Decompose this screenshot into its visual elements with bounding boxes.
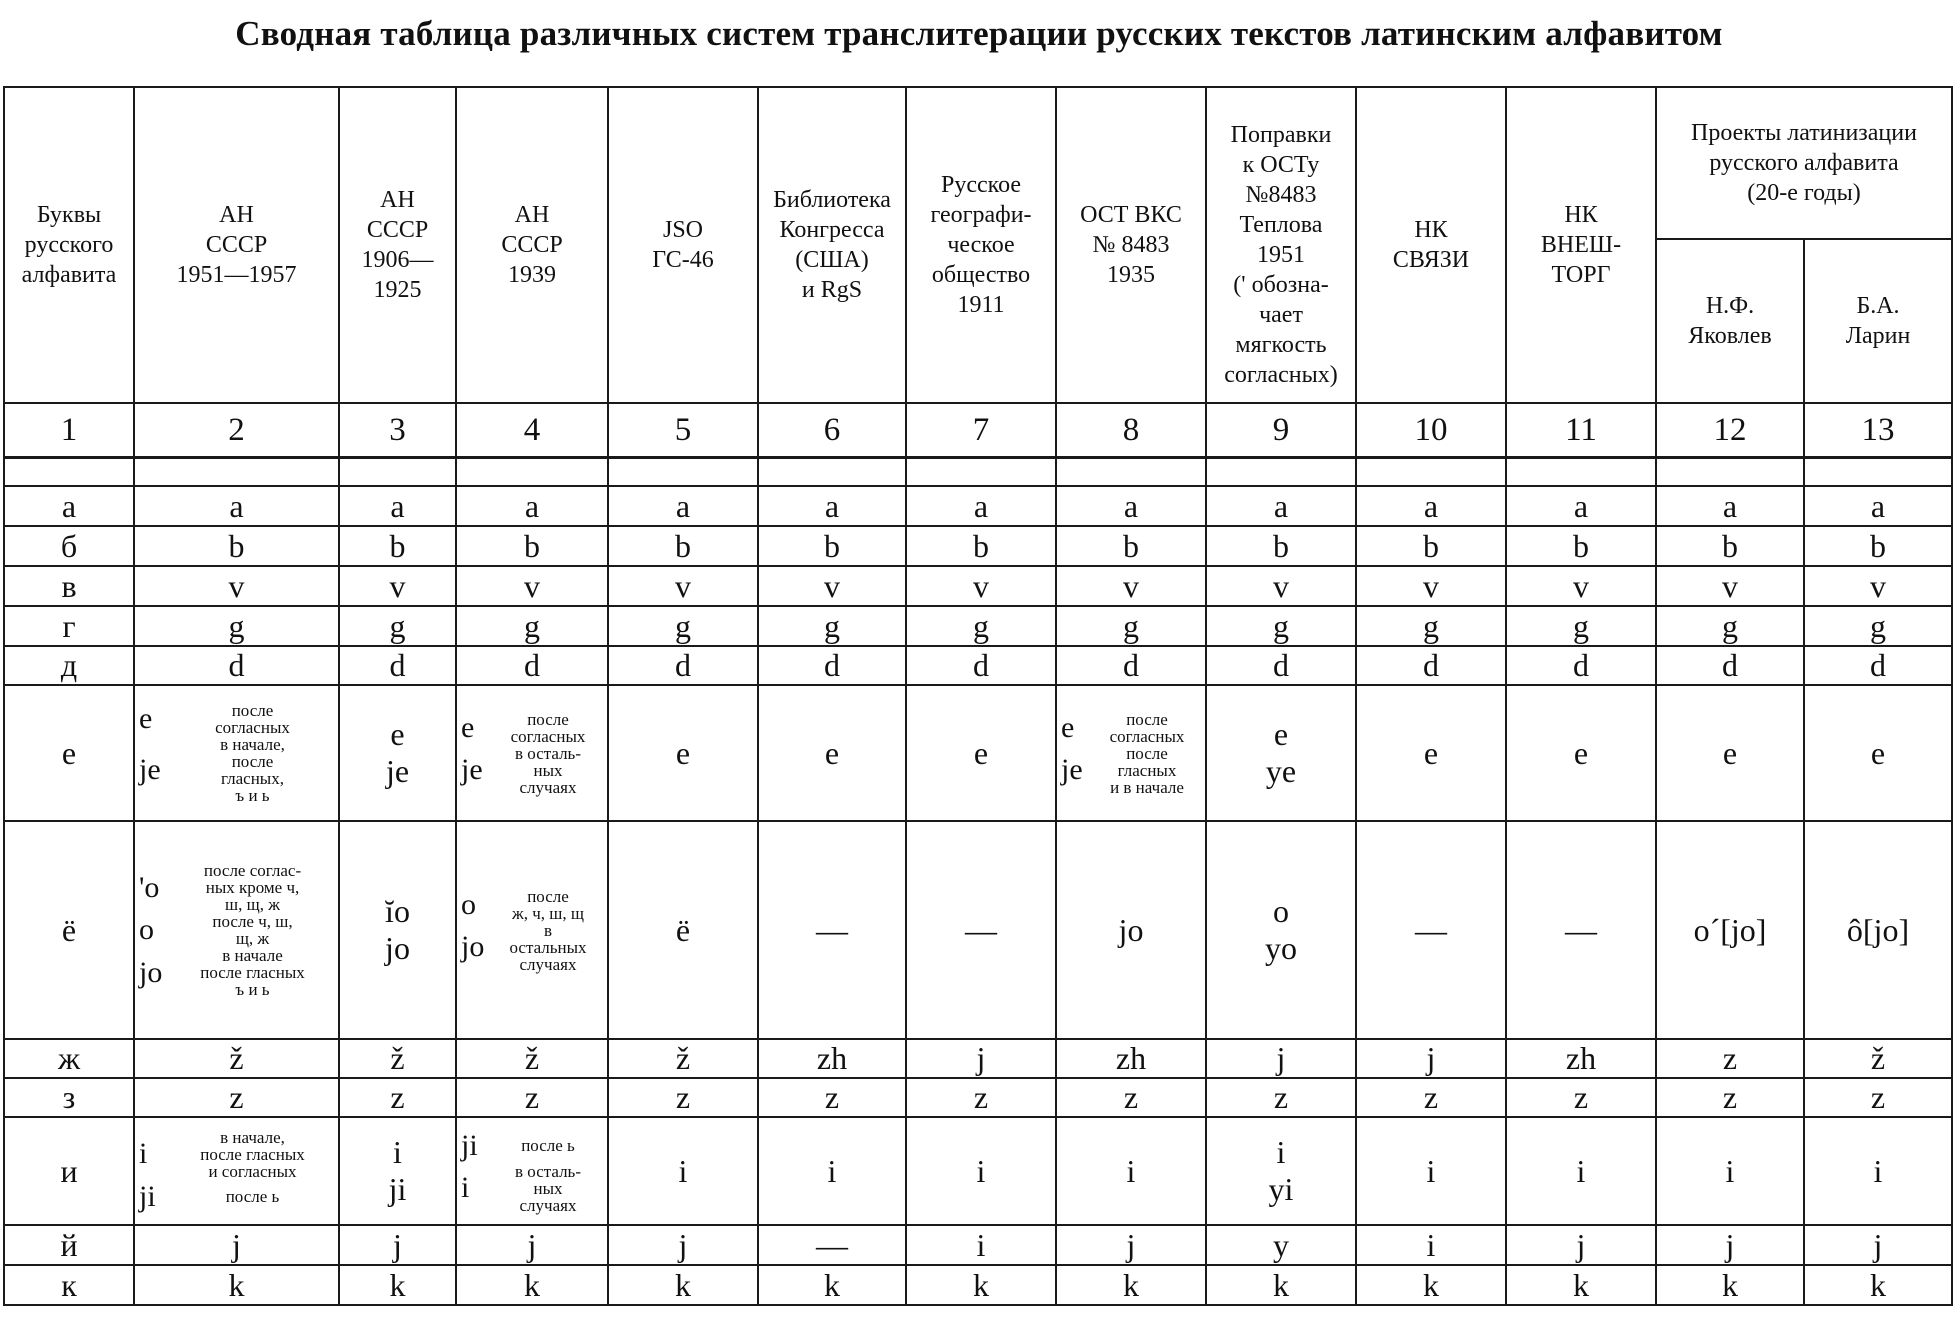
cell-value: — xyxy=(758,1225,906,1265)
form: jo xyxy=(385,930,410,966)
form: o xyxy=(1273,893,1289,929)
multi-cell xyxy=(339,821,456,1039)
note: после xyxy=(1126,709,1168,729)
row-letter: а xyxy=(4,486,134,526)
cell-value: a xyxy=(608,486,758,526)
note: после ч, ш, щ, ж xyxy=(212,912,293,948)
cell-value: b xyxy=(1206,526,1356,566)
cell-value: g xyxy=(134,606,339,646)
note: после согласных xyxy=(510,709,586,746)
header-iso: JSO ГС-46 xyxy=(608,87,758,403)
cell-value: e xyxy=(1356,685,1506,821)
cell-value: v xyxy=(758,566,906,606)
cell-value: g xyxy=(1804,606,1952,646)
cell-value: k xyxy=(134,1265,339,1305)
cell-value: d xyxy=(456,646,608,685)
form: e xyxy=(1061,710,1075,744)
cell-value: z xyxy=(1356,1078,1506,1117)
note: в начале после гласных ъ и ь xyxy=(200,946,305,999)
table-row xyxy=(4,606,1952,646)
table-row xyxy=(4,1225,1952,1265)
cell-value: v xyxy=(1804,566,1952,606)
cell-value: e xyxy=(1804,685,1952,821)
cell-value: v xyxy=(1206,566,1356,606)
row-letter: ё xyxy=(4,821,134,1039)
cell-value: v xyxy=(339,566,456,606)
multi-cell xyxy=(1206,685,1356,821)
cell-value: g xyxy=(339,606,456,646)
cell-value: k xyxy=(608,1265,758,1305)
multi-cell xyxy=(134,1117,339,1225)
multi-cell xyxy=(134,821,339,1039)
cell-value: a xyxy=(1206,486,1356,526)
cell-value: e xyxy=(608,685,758,821)
column-number: 4 xyxy=(456,403,608,458)
cell-value: e xyxy=(758,685,906,821)
cell-value: j xyxy=(1506,1225,1656,1265)
form: ji xyxy=(139,1179,156,1213)
cell-value: a xyxy=(339,486,456,526)
cell-value: b xyxy=(1656,526,1804,566)
cell-value: k xyxy=(1804,1265,1952,1305)
cell-value: v xyxy=(456,566,608,606)
cell-value: d xyxy=(134,646,339,685)
cell-value: g xyxy=(608,606,758,646)
cell-value: j xyxy=(1656,1225,1804,1265)
cell-value: zh xyxy=(758,1039,906,1078)
cell-value: i xyxy=(1356,1225,1506,1265)
cell-value: k xyxy=(1056,1265,1206,1305)
cell-value: g xyxy=(1506,606,1656,646)
cell-value: k xyxy=(1656,1265,1804,1305)
header-larin: Б.А. Ларин xyxy=(1804,239,1952,403)
cell-value: e xyxy=(1506,685,1656,821)
cell-value: j xyxy=(608,1225,758,1265)
header-nk-vneshtorg: НК ВНЕШ- ТОРГ xyxy=(1506,87,1656,403)
header-letters: Буквы русского алфавита xyxy=(4,87,134,403)
cell-value: v xyxy=(906,566,1056,606)
cell-value: k xyxy=(758,1265,906,1305)
cell-value: z xyxy=(1656,1078,1804,1117)
cell-value: e xyxy=(906,685,1056,821)
cell-value: v xyxy=(134,566,339,606)
cell-value: g xyxy=(906,606,1056,646)
header-an-1939: АН СССР 1939 xyxy=(456,87,608,403)
cell-value: j xyxy=(1056,1225,1206,1265)
cell-value: k xyxy=(339,1265,456,1305)
note: после согласных xyxy=(215,701,290,737)
column-number: 13 xyxy=(1804,403,1952,458)
cell-value: b xyxy=(1056,526,1206,566)
cell-value: g xyxy=(1056,606,1206,646)
cell-value: y xyxy=(1206,1225,1356,1265)
cell-value: d xyxy=(1656,646,1804,685)
cell-value: g xyxy=(1656,606,1804,646)
cell-value: v xyxy=(1506,566,1656,606)
column-number: 10 xyxy=(1356,403,1506,458)
cell-value: zh xyxy=(1056,1039,1206,1078)
multi-cell xyxy=(1056,685,1206,821)
cell-value: i xyxy=(758,1117,906,1225)
cell-value: j xyxy=(456,1225,608,1265)
row-letter: е xyxy=(4,685,134,821)
multi-cell xyxy=(456,821,608,1039)
cell-value: i xyxy=(608,1117,758,1225)
header-an-1906: АН СССР 1906— 1925 xyxy=(339,87,456,403)
cell-value: — xyxy=(758,821,906,1039)
multi-cell xyxy=(456,1117,608,1225)
row-letter: к xyxy=(4,1265,134,1305)
column-number: 3 xyxy=(339,403,456,458)
cell-value: a xyxy=(758,486,906,526)
header-ost-vks: ОСТ ВКС № 8483 1935 xyxy=(1056,87,1206,403)
cell-value: k xyxy=(1506,1265,1656,1305)
cell-value: z xyxy=(1056,1078,1206,1117)
form: je xyxy=(385,753,410,789)
cell-value: — xyxy=(1356,821,1506,1039)
form: yo xyxy=(1265,930,1297,966)
column-number: 2 xyxy=(134,403,339,458)
cell-value: v xyxy=(1356,566,1506,606)
cell-value: z xyxy=(906,1078,1056,1117)
form: yi xyxy=(1268,1171,1294,1207)
cell-value: i xyxy=(1804,1117,1952,1225)
cell-value: i xyxy=(906,1225,1056,1265)
cell-value: a xyxy=(1506,486,1656,526)
row-letter: в xyxy=(4,566,134,606)
note: в начале, после гласных, ъ и ь xyxy=(220,735,285,805)
cell-value: j xyxy=(134,1225,339,1265)
table-row xyxy=(4,1265,1952,1305)
multi-cell xyxy=(1206,1117,1356,1225)
note: в осталь- ных случаях xyxy=(515,1161,581,1215)
cell-value: z xyxy=(1804,1078,1952,1117)
table-row xyxy=(4,566,1952,606)
cell-value: j xyxy=(1356,1039,1506,1078)
cell-value: jo xyxy=(1056,821,1206,1039)
row-letter: д xyxy=(4,646,134,685)
table-row xyxy=(4,1039,1952,1078)
multi-cell xyxy=(339,1117,456,1225)
column-number: 7 xyxy=(906,403,1056,458)
table-row-i xyxy=(4,1117,1952,1225)
table-row-e xyxy=(4,685,1952,821)
column-number: 5 xyxy=(608,403,758,458)
multi-cell xyxy=(134,685,339,821)
column-number: 8 xyxy=(1056,403,1206,458)
cell-value: d xyxy=(758,646,906,685)
form: ji xyxy=(461,1128,478,1162)
form: je xyxy=(461,753,483,786)
note: согласных xyxy=(1109,726,1185,746)
form: ĭo xyxy=(385,893,410,929)
cell-value: v xyxy=(608,566,758,606)
cell-value: ž xyxy=(456,1039,608,1078)
form: jo xyxy=(461,930,485,963)
cell-value: ž xyxy=(1804,1039,1952,1078)
cell-value: a xyxy=(1656,486,1804,526)
note: после гласных и в начале xyxy=(1110,743,1184,797)
cell-value: — xyxy=(1506,821,1656,1039)
form: je xyxy=(1061,753,1083,786)
cell-value: a xyxy=(1056,486,1206,526)
cell-value: g xyxy=(1356,606,1506,646)
form: e xyxy=(139,702,153,735)
cell-value: a xyxy=(906,486,1056,526)
cell-value: o´[jo] xyxy=(1656,821,1804,1039)
cell-value: i xyxy=(1356,1117,1506,1225)
cell-value: b xyxy=(1356,526,1506,566)
cell-value: d xyxy=(1506,646,1656,685)
cell-value: v xyxy=(1056,566,1206,606)
form: o xyxy=(139,913,154,946)
cell-value: b xyxy=(456,526,608,566)
column-number: 6 xyxy=(758,403,906,458)
cell-value: j xyxy=(1206,1039,1356,1078)
cell-value: a xyxy=(134,486,339,526)
form: 'o xyxy=(139,870,160,904)
cell-value: i xyxy=(1056,1117,1206,1225)
cell-value: j xyxy=(339,1225,456,1265)
cell-value: v xyxy=(1656,566,1804,606)
cell-value: — xyxy=(906,821,1056,1039)
column-number: 12 xyxy=(1656,403,1804,458)
cell-value: k xyxy=(456,1265,608,1305)
note xyxy=(1093,711,1201,745)
cell-value: i xyxy=(1656,1117,1804,1225)
cell-value: b xyxy=(339,526,456,566)
cell-value: a xyxy=(1356,486,1506,526)
header-yakovlev: Н.Ф. Яковлев xyxy=(1656,239,1804,403)
column-number: 1 xyxy=(4,403,134,458)
cell-value: ž xyxy=(608,1039,758,1078)
cell-value: z xyxy=(456,1078,608,1117)
cell-value: z xyxy=(1206,1078,1356,1117)
cell-value: d xyxy=(339,646,456,685)
cell-value: j xyxy=(906,1039,1056,1078)
cell-value: d xyxy=(1356,646,1506,685)
cell-value: z xyxy=(134,1078,339,1117)
form: i xyxy=(461,1171,470,1204)
transliteration-table xyxy=(3,86,1953,1306)
row-letter: г xyxy=(4,606,134,646)
multi-cell xyxy=(456,685,608,821)
cell-value: d xyxy=(906,646,1056,685)
cell-value: d xyxy=(1804,646,1952,685)
cell-value: b xyxy=(906,526,1056,566)
header-latinization-projects: Проекты латинизации русского алфавита (20-е годы) xyxy=(1656,87,1952,239)
cell-value: b xyxy=(1804,526,1952,566)
column-numbers-row xyxy=(4,403,1952,458)
cell-value: d xyxy=(1206,646,1356,685)
form: ji xyxy=(388,1171,407,1207)
form: e xyxy=(1273,716,1289,752)
table-row xyxy=(4,1078,1952,1117)
table-row xyxy=(4,526,1952,566)
cell-value: i xyxy=(906,1117,1056,1225)
cell-value: ё xyxy=(608,821,758,1039)
form: i xyxy=(139,1137,148,1170)
cell-value: z xyxy=(339,1078,456,1117)
multi-cell xyxy=(339,685,456,821)
header-geo-society: Русское географи- ческое общество 1911 xyxy=(906,87,1056,403)
header-an-1951: АН СССР 1951—1957 xyxy=(134,87,339,403)
table-row xyxy=(4,486,1952,526)
note: в остальных случаях xyxy=(509,920,587,974)
cell-value: z xyxy=(758,1078,906,1117)
header-nk-svyazi: НК СВЯЗИ xyxy=(1356,87,1506,403)
form: o xyxy=(461,887,476,921)
note: после ь xyxy=(225,1187,280,1206)
cell-value: d xyxy=(608,646,758,685)
note: в начале, после гласных и согласных xyxy=(200,1127,305,1181)
form: e xyxy=(390,716,405,752)
cell-value: a xyxy=(1804,486,1952,526)
table-row-yo xyxy=(4,821,1952,1039)
cell-value: e xyxy=(1656,685,1804,821)
form: i xyxy=(1276,1134,1286,1170)
cell-value: k xyxy=(1356,1265,1506,1305)
cell-value: g xyxy=(1206,606,1356,646)
multi-cell xyxy=(1206,821,1356,1039)
cell-value: b xyxy=(758,526,906,566)
form: i xyxy=(393,1134,402,1170)
cell-value: z xyxy=(1656,1039,1804,1078)
note: после ж, ч, ш, щ xyxy=(512,886,584,923)
cell-value: z xyxy=(1506,1078,1656,1117)
form: e xyxy=(461,710,475,744)
cell-value: b xyxy=(134,526,339,566)
cell-value: ô[jo] xyxy=(1804,821,1952,1039)
note: после ь xyxy=(521,1136,575,1155)
row-letter: и xyxy=(4,1117,134,1225)
form: je xyxy=(139,753,161,786)
cell-value: g xyxy=(758,606,906,646)
cell-value: k xyxy=(1206,1265,1356,1305)
row-letter: ж xyxy=(4,1039,134,1078)
cell-value: z xyxy=(608,1078,758,1117)
row-letter: й xyxy=(4,1225,134,1265)
form: ye xyxy=(1265,753,1297,789)
cell-value: g xyxy=(456,606,608,646)
page-title: Сводная таблица различных систем транслитерации русских текстов латинским алфавитом xyxy=(235,14,1723,53)
cell-value: b xyxy=(608,526,758,566)
note: после соглас- ных кроме ч, ш, щ, ж xyxy=(203,861,302,914)
cell-value: a xyxy=(456,486,608,526)
row-letter: б xyxy=(4,526,134,566)
row-letter: з xyxy=(4,1078,134,1117)
cell-value: ž xyxy=(339,1039,456,1078)
cell-value: b xyxy=(1506,526,1656,566)
cell-value: d xyxy=(1056,646,1206,685)
header-library-congress: Библиотека Конгресса (США) и RgS xyxy=(758,87,906,403)
cell-value: ž xyxy=(134,1039,339,1078)
column-number: 9 xyxy=(1206,403,1356,458)
cell-value: k xyxy=(906,1265,1056,1305)
form: jo xyxy=(139,955,163,989)
column-number: 11 xyxy=(1506,403,1656,458)
cell-value: j xyxy=(1804,1225,1952,1265)
table-row xyxy=(4,646,1952,685)
cell-value: i xyxy=(1506,1117,1656,1225)
note: в осталь- ных случаях xyxy=(515,743,581,797)
header-teplov: Поправки к ОСТу №8483 Теплова 1951 (' обозна- чает мягкость согласных) xyxy=(1206,87,1356,403)
cell-value: zh xyxy=(1506,1039,1656,1078)
